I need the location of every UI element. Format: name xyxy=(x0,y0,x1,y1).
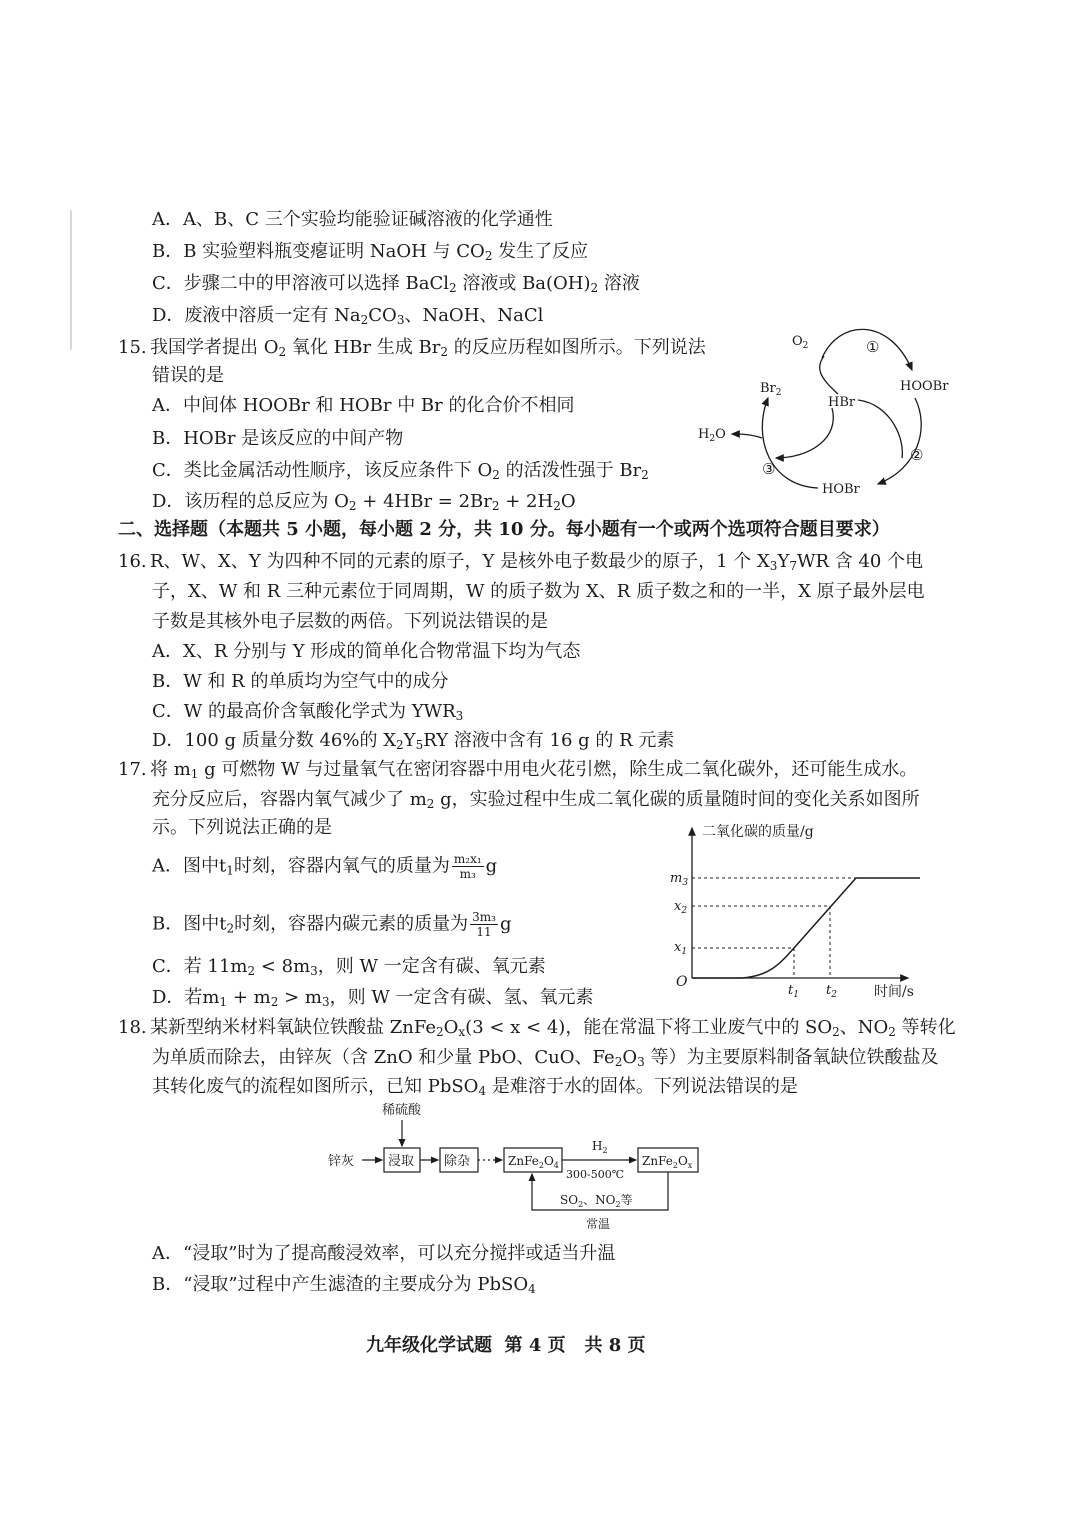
flow-h2-label: $H_2$ xyxy=(592,1139,608,1155)
q18-option-a: A．“浸取”时为了提高酸浸效率，可以充分搅拌或适当升温 xyxy=(152,1243,616,1264)
q17-stem-line1: 将 $m_1$ g 可燃物 W 与过量氧气在密闭容器中用电火花引燃，除生成二氧化碳外，还可能生成水。 xyxy=(150,759,918,781)
q16-option-d: D．100 g 质量分数 46%的 $X_2Y_5RY$ 溶液中含有 16 g 的 R 元素 xyxy=(152,730,675,752)
q18-number: 18. xyxy=(118,1017,147,1038)
q15-stem-line1: 我国学者提出 $O_2$ 氧化 HBr 生成 $Br_2$ 的反应历程如图所示。下列说法 xyxy=(150,337,706,359)
flow-temp-label: 300-500℃ xyxy=(566,1168,625,1181)
q18-stem-line3: 其转化废气的流程如图所示，已知 PbSO$_4$ 是难溶于水的固体。下列说法错误的是 xyxy=(152,1076,798,1098)
q15-option-d: D．该历程的总反应为 $O_2 + 4HBr = 2Br_2 + 2H_2O$ xyxy=(152,491,576,513)
hbr-label: HBr xyxy=(828,395,856,410)
step3-label: ③ xyxy=(762,460,776,478)
q16-stem-line3: 子数是其核外电子层数的两倍。下列说法错误的是 xyxy=(152,611,548,632)
q15-number: 15. xyxy=(118,337,147,358)
q14-option-c: C．步骤二中的甲溶液可以选择 BaCl$_2$ 溶液或 $Ba(OH)_2$ 溶液 xyxy=(152,273,640,295)
arc-hbr-to-hobr xyxy=(776,408,833,458)
flow-zfx-label: $ZnFe_2O_x$ xyxy=(642,1154,693,1170)
q16-stem-line2: 子，X、W 和 R 三种元素位于同周期，W 的质子数为 X、R 质子数之和的一半，X 原子最外层电 xyxy=(152,581,925,602)
q17-stem-line3: 示。下列说法正确的是 xyxy=(152,817,332,838)
hoobr-label: HOOBr xyxy=(900,379,949,394)
q17-number: 17. xyxy=(118,759,147,780)
q18-option-b: B．“浸取”过程中产生滤渣的主要成分为 PbSO$_4$ xyxy=(152,1274,536,1296)
q15-reaction-diagram xyxy=(690,318,960,508)
flow-leach-label: 浸取 xyxy=(388,1154,415,1169)
y-tick-m3: $m_3$ xyxy=(670,871,689,888)
flow-rt-label: 常温 xyxy=(586,1217,611,1231)
q17-option-d: D．若$m_1 + m_2 > m_3$，则 W 一定含有碳、氢、氧元素 xyxy=(152,987,594,1009)
o2-label: $O_2$ xyxy=(792,334,809,351)
q16-option-c: C．W 的最高价含氧酸化学式为 $YWR_3$ xyxy=(152,701,464,723)
q14-option-b: B．B 实验塑料瓶变瘪证明 NaOH 与 $CO_2$ 发生了反应 xyxy=(152,241,589,263)
arc-hbr-to-hoobr-branch xyxy=(858,400,902,458)
q14-option-a: A．A、B、C 三个实验均能验证碱溶液的化学通性 xyxy=(152,209,553,230)
q16-stem-line1: R、W、X、Y 为四种不同的元素的原子，Y 是核外电子数最少的原子，1 个 $X_3Y_7WR$ 含 40 个电 xyxy=(150,551,924,573)
q18-flow-diagram xyxy=(320,1098,720,1234)
flow-purify-label: 除杂 xyxy=(444,1154,471,1169)
y-tick-x1: $x_1$ xyxy=(674,940,688,957)
x-tick-t1: $t_1$ xyxy=(788,983,799,1000)
co2-curve xyxy=(692,878,920,978)
q16-option-a: A．X、R 分别与 Y 形成的简单化合物常温下均为气态 xyxy=(152,641,581,662)
scan-margin-line xyxy=(70,210,72,350)
flow-gas-label: $SO_2$、$NO_2$等 xyxy=(560,1193,633,1209)
q17-co2-chart xyxy=(668,818,930,1004)
page-footer: 九年级化学试题 第 4 页 共 8 页 xyxy=(366,1335,646,1356)
y-tick-x2: $x_2$ xyxy=(674,899,688,916)
arc-hoobr-to-hobr xyxy=(878,398,924,484)
q15-option-b: B．HOBr 是该反应的中间产物 xyxy=(152,428,404,449)
step1-label: ① xyxy=(866,338,880,356)
h2o-label: $H_2O$ xyxy=(698,427,726,444)
q17-option-a: A．图中$t_1$时刻，容器内氧气的质量为 $\frac{\text{m₂x₁}}{\text{m₃}}$ g xyxy=(152,852,498,881)
q16-option-b: B．W 和 R 的单质均为空气中的成分 xyxy=(152,671,449,692)
x-tick-t2: $t_2$ xyxy=(826,983,837,1000)
br2-label: $Br_2$ xyxy=(760,381,782,398)
section-2-heading: 二、选择题（本题共 5 小题，每小题 2 分，共 10 分。每小题有一个或两个选项符合题目要求） xyxy=(118,519,890,540)
arc-hbr-to-o2 xyxy=(820,356,838,394)
origin-label: O xyxy=(676,974,688,990)
q16-number: 16. xyxy=(118,551,147,572)
q17-stem-line2: 充分反应后，容器内氧气减少了 $m_2$ g，实验过程中生成二氧化碳的质量随时间的变化关系如图所 xyxy=(152,789,920,811)
arc-to-h2o xyxy=(732,434,762,438)
q14-option-d: D．废液中溶质一定有 $Na_2CO_3$、NaOH、NaCl xyxy=(152,305,544,327)
q18-stem-line1: 某新型纳米材料氧缺位铁酸盐 $ZnFe_2O_x(3 < x < 4)$，能在常温下将工业废气中的 $SO_2$、$NO_2$ 等转化 xyxy=(150,1017,956,1039)
hobr-label: HOBr xyxy=(822,482,860,497)
q17-option-b: B．图中$t_2$时刻，容器内碳元素的质量为 $\frac{\text{3m₃}}{11}$ g xyxy=(152,910,512,939)
q15-option-a: A．中间体 HOOBr 和 HOBr 中 Br 的化合价不相同 xyxy=(152,395,575,416)
flow-zf4-label: $ZnFe_2O_4$ xyxy=(508,1154,559,1170)
step2-label: ② xyxy=(910,446,924,464)
flow-feed-label: 锌灰 xyxy=(328,1154,355,1169)
q18-stem-line2: 为单质而除去，由锌灰（含 ZnO 和少量 PbO、CuO、$Fe_2O_3$ 等）为主要原料制备氧缺位铁酸盐及 xyxy=(152,1047,939,1069)
x-axis-label: 时间/s xyxy=(874,984,914,1000)
q17-option-c: C．若 $11m_2 < 8m_3$，则 W 一定含有碳、氧元素 xyxy=(152,956,546,978)
q15-stem-line2: 错误的是 xyxy=(152,365,224,386)
flow-acid-label: 稀硫酸 xyxy=(382,1103,422,1118)
q15-option-c: C．类比金属活动性顺序，该反应条件下 $O_2$ 的活泼性强于 $Br_2$ xyxy=(152,460,649,482)
y-axis-label: 二氧化碳的质量/g xyxy=(702,824,814,840)
